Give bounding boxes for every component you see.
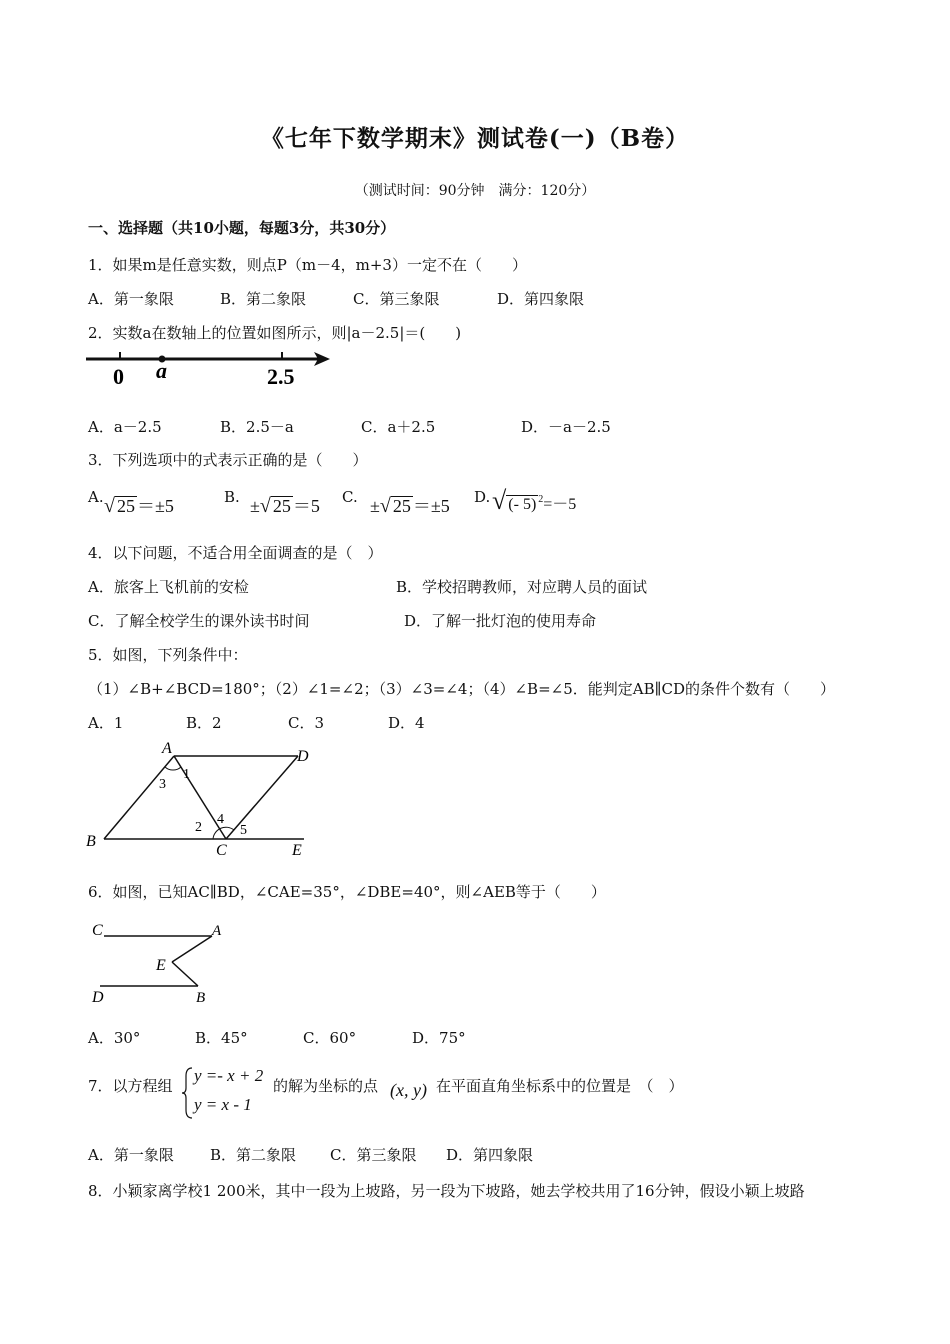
- angle-label-5: 5: [240, 823, 247, 838]
- q6-option-b: B．45°: [195, 1029, 248, 1047]
- vertex-label-a: A: [212, 923, 222, 939]
- equation-brace: [180, 1066, 194, 1120]
- sqrt-symbol: √: [104, 495, 115, 517]
- question-4-stem: 4．以下问题，不适合用全面调查的是（ ）: [88, 544, 383, 562]
- q2-option-c: C．a＋2.5: [361, 418, 436, 436]
- question-6-stem: 6．如图，已知AC∥BD，∠CAE=35°，∠DBE=40°，则∠AEB等于（ ）: [88, 883, 606, 901]
- vertex-label-e: E: [156, 957, 166, 974]
- angle-label-4: 4: [217, 812, 224, 827]
- q1-option-d: D．第四象限: [497, 290, 585, 308]
- page-title: 《七年下数学期末》测试卷(一)（B卷）: [260, 125, 690, 152]
- question-5-conditions: （1）∠B+∠BCD=180°；（2）∠1=∠2；（3）∠3=∠4；（4）∠B=∠5．能判定AB∥CD的条件个数有（ ）: [88, 680, 836, 698]
- q3-label-c: C.: [342, 488, 358, 506]
- q3-label-a: A.: [88, 488, 104, 506]
- q4-option-c: C．了解全校学生的课外读书时间: [88, 612, 310, 630]
- vertex-label-a: A: [162, 740, 172, 757]
- question-5-stem: 5．如图，下列条件中：: [88, 646, 248, 664]
- section-heading: 一、选择题（共10小题，每题3分，共30分）: [88, 219, 396, 237]
- q7-option-d: D．第四象限: [446, 1146, 534, 1164]
- q3-expression-a: √ 25 ＝±5: [104, 495, 174, 517]
- q6-option-c: C．60°: [303, 1029, 357, 1047]
- q3-label-d: D.: [474, 488, 491, 506]
- parallel-lines-figure: [88, 916, 248, 1006]
- q3-expression-d: √ (- 5) $^2$=－5: [492, 486, 577, 515]
- q2-option-b: B．2.5－a: [220, 418, 294, 436]
- q3-label-b: B.: [224, 488, 240, 506]
- number-line-figure: [84, 346, 344, 390]
- q4-option-d: D．了解一批灯泡的使用寿命: [404, 612, 597, 630]
- axis-label-two-five: 2.5: [267, 364, 295, 389]
- q1-option-a: A．第一象限: [88, 290, 174, 308]
- vertex-label-b: B: [86, 833, 96, 850]
- q1-option-b: B．第二象限: [220, 290, 307, 308]
- test-info: （测试时间：90分钟 满分：120分）: [354, 183, 596, 199]
- q2-option-a: A．a－2.5: [88, 418, 162, 436]
- q7-option-a: A．第一象限: [88, 1146, 174, 1164]
- vertex-label-d: D: [92, 989, 104, 1006]
- coordinate-point: (x, y): [390, 1080, 427, 1100]
- equation-1: y =- x + 2: [194, 1066, 264, 1085]
- angle-label-2: 2: [195, 820, 202, 835]
- parallelogram-figure: [82, 738, 322, 860]
- q2-option-d: D．－a－2.5: [521, 418, 611, 436]
- vertex-label-b: B: [196, 990, 206, 1006]
- sqrt-symbol: √: [379, 495, 391, 517]
- vertex-label-c: C: [216, 842, 227, 859]
- axis-label-a: a: [156, 358, 167, 383]
- question-2-stem: 2．实数a在数轴上的位置如图所示，则|a－2.5|＝( ): [88, 324, 462, 342]
- q7-option-c: C．第三象限: [330, 1146, 417, 1164]
- angle-label-1: 1: [183, 767, 190, 782]
- q4-option-b: B．学校招聘教师，对应聘人员的面试: [396, 578, 648, 596]
- question-7-stem-start: 7．以方程组: [88, 1077, 173, 1095]
- q5-option-d: D．4: [388, 714, 425, 732]
- axis-label-zero: 0: [113, 364, 124, 389]
- vertex-label-d: D: [297, 748, 309, 765]
- sqrt-symbol: √: [259, 495, 271, 517]
- question-8-stem: 8．小颖家离学校1 200米，其中一段为上坡路，另一段为下坡路，她去学校共用了16分钟，假设小颖上坡路: [88, 1182, 805, 1200]
- q3-expression-c: ±√ 25 ＝±5: [370, 495, 450, 517]
- q3-expression-b: ±√ 25 ＝5: [250, 495, 320, 517]
- q4-option-a: A．旅客上飞机前的安检: [88, 578, 249, 596]
- q5-option-b: B．2: [186, 714, 222, 732]
- question-7-stem-mid: 的解为坐标的点: [273, 1077, 379, 1095]
- question-1-stem: 1．如果m是任意实数，则点P（m－4，m+3）一定不在（ ）: [88, 256, 527, 274]
- angle-label-3: 3: [159, 777, 166, 792]
- q6-option-d: D．75°: [412, 1029, 466, 1047]
- sqrt-symbol: √: [492, 486, 507, 515]
- vertex-label-e: E: [292, 842, 302, 859]
- q5-option-c: C．3: [288, 714, 325, 732]
- question-3-stem: 3．下列选项中的式表示正确的是（ ）: [88, 451, 368, 469]
- q1-option-c: C．第三象限: [353, 290, 440, 308]
- equation-2: y = x - 1: [194, 1095, 252, 1114]
- q5-option-a: A．1: [88, 714, 124, 732]
- q6-option-a: A．30°: [88, 1029, 141, 1047]
- question-7-stem-end: 在平面直角坐标系中的位置是 （ ）: [436, 1077, 684, 1095]
- q7-option-b: B．第二象限: [210, 1146, 297, 1164]
- vertex-label-c: C: [92, 922, 103, 939]
